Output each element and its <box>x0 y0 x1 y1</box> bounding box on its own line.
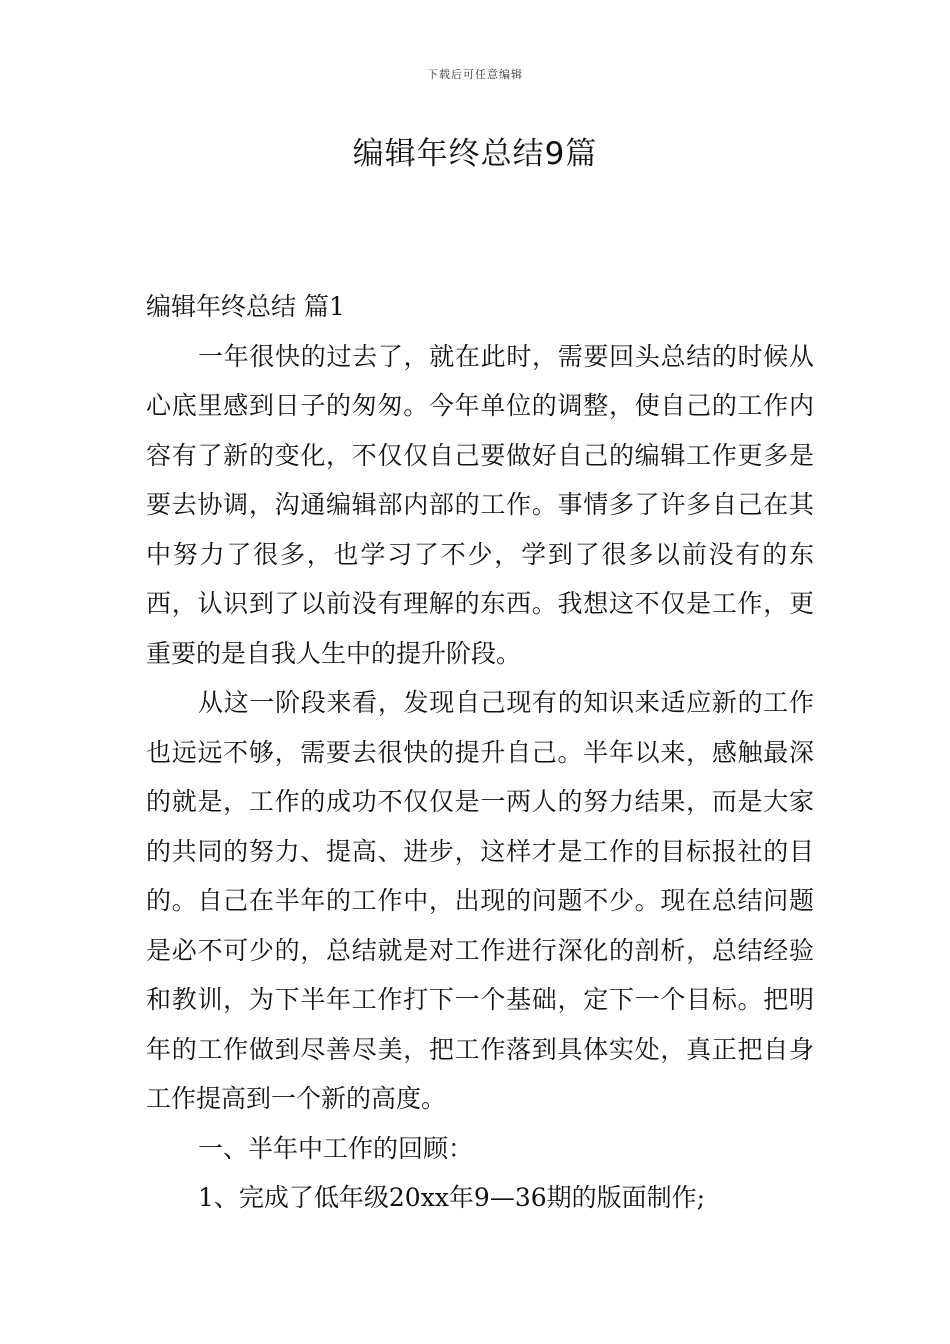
section-heading: 编辑年终总结 篇1 <box>146 292 345 321</box>
document-title: 编辑年终总结9篇 <box>352 136 598 172</box>
list-item-1: 1、完成了低年级20xx年9—36期的版面制作; <box>198 1183 706 1212</box>
header-note: 下载后可任意编辑 <box>427 68 523 81</box>
document-body <box>146 282 814 1223</box>
paragraph-1: 一年很快的过去了，就在此时，需要回头总结的时候从心底里感到日子的匆匆。今年单位的调整，使自己的工作内容有了新的变化，不仅仅自己要做好自己的编辑工作更多是要去协调，沟通编辑部内部的工作。事情多了许多自己在其中努力了很多，也学习了不少，学到了很多以前没有的东西，认识到了以前没有理解的东西。我想这不仅是工作，更重要的是自我人生中的提升阶段。 <box>146 341 814 668</box>
paragraph-2: 从这一阶段来看，发现自己现有的知识来适应新的工作也远远不够，需要去很快的提升自己。半年以来，感触最深的就是，工作的成功不仅仅是一两人的努力结果，而是大家的共同的努力、提高、进步，这样才是工作的目标报社的目的。自己在半年的工作中，出现的问题不少。现在总结问题是必不可少的，总结就是对工作进行深化的剖析，总结经验和教训，为下半年工作打下一个基础，定下一个目标。把明年的工作做到尽善尽美，把工作落到具体实处，真正把自身工作提高到一个新的高度。 <box>146 688 814 1113</box>
subheading-review: 一、半年中工作的回顾： <box>198 1133 474 1163</box>
